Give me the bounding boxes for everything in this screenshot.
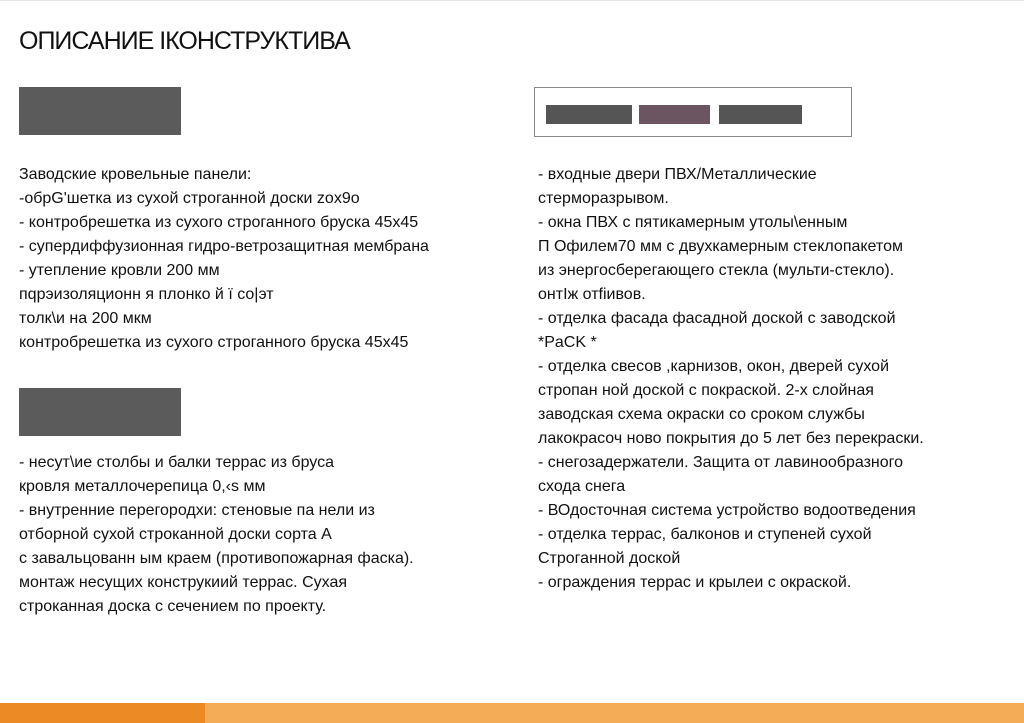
legend-swatch-3	[719, 105, 802, 124]
description-line: пqрэизоляциoнн я плонко й ї со|эт	[19, 286, 274, 303]
description-line: - контробрешетка из сухого строганного бруска 45x45	[19, 214, 419, 231]
description-line: Заводские кровельные панели:	[19, 166, 252, 183]
description-line: - супердиффузионная гидро-ветрозащитная мембрана	[19, 238, 429, 255]
top-divider	[0, 0, 1024, 1]
description-line: П Oфилем70 мм с двухкамерным стеклопакетом	[538, 238, 903, 255]
description-line: лакокрасоч ново покрытия до 5 лет без перекраски.	[538, 430, 924, 447]
description-line: стерморазрывом.	[538, 190, 669, 207]
section-image-placeholder-roof	[19, 87, 181, 135]
description-line: контробрешетка из сухого строганного бруска 45x45	[19, 334, 409, 351]
description-line: из энергосберегающего стекла (мульти-стекло).	[538, 262, 895, 279]
description-line: - снегозадержатели. Защита от лавинообразного	[538, 454, 904, 471]
description-line: - внутренние перегородхи: стеновые па нели из	[19, 502, 375, 519]
description-line: стропан ной доской с покраской. 2-х слойная	[538, 382, 874, 399]
description-line: - несут\ие столбы и балки террас из бруса	[19, 454, 335, 471]
description-line: онтIж отfiивов.	[538, 286, 646, 303]
description-line: заводская схема окраски со сроком службы	[538, 406, 865, 423]
color-legend-frame	[534, 87, 852, 137]
left-description-column	[19, 163, 429, 619]
description-line: - окна ПВХ с пятикамерным утолы\енным	[538, 214, 848, 231]
description-line: - утепление кровли 200 мм	[19, 262, 220, 279]
description-line: *PaCK *	[538, 334, 597, 351]
description-line: с завальцованн ым краем (противопожарная фаска).	[19, 550, 414, 567]
description-line: кровля металлочерепица 0,‹s мм	[19, 478, 266, 495]
description-line: строканная доска с сечением по проекту.	[19, 598, 327, 615]
description-line: - отделка свесов ,карнизов, окон, дверей сухой	[538, 358, 889, 375]
description-line	[19, 379, 429, 403]
description-line	[19, 355, 429, 379]
description-line: - входные двери ПВХ/Металлические	[538, 166, 817, 183]
description-line	[19, 403, 429, 427]
description-line: отборной сухой строканной доски сорта А	[19, 526, 332, 543]
description-line: тoлк\и на 200 мкм	[19, 310, 152, 327]
description-line	[19, 427, 429, 451]
description-line: - ВОдосточная система устройство водоотведения	[538, 502, 916, 519]
description-line: схода снега	[538, 478, 626, 495]
legend-swatch-1	[546, 105, 632, 124]
description-line: монтаж несущих конструкиий террас. Сухая	[19, 574, 347, 591]
description-line: Строганной доской	[538, 550, 681, 567]
description-line: - отделка террас, балконов и ступеней сухой	[538, 526, 872, 543]
page-title: ОПИСАНИЕ ІКОНСТРУКТИВА	[19, 27, 350, 55]
legend-swatch-2	[639, 105, 710, 124]
right-description-column	[538, 163, 924, 595]
description-line: -обрG'шетка из сухой строганной доски zox9o	[19, 190, 360, 207]
footer-bar-accent	[0, 703, 205, 723]
description-line: - отделка фасада фасадной доской с заводской	[538, 310, 896, 327]
description-line: - ограждения террас и крылеи с окраской.	[538, 574, 852, 591]
